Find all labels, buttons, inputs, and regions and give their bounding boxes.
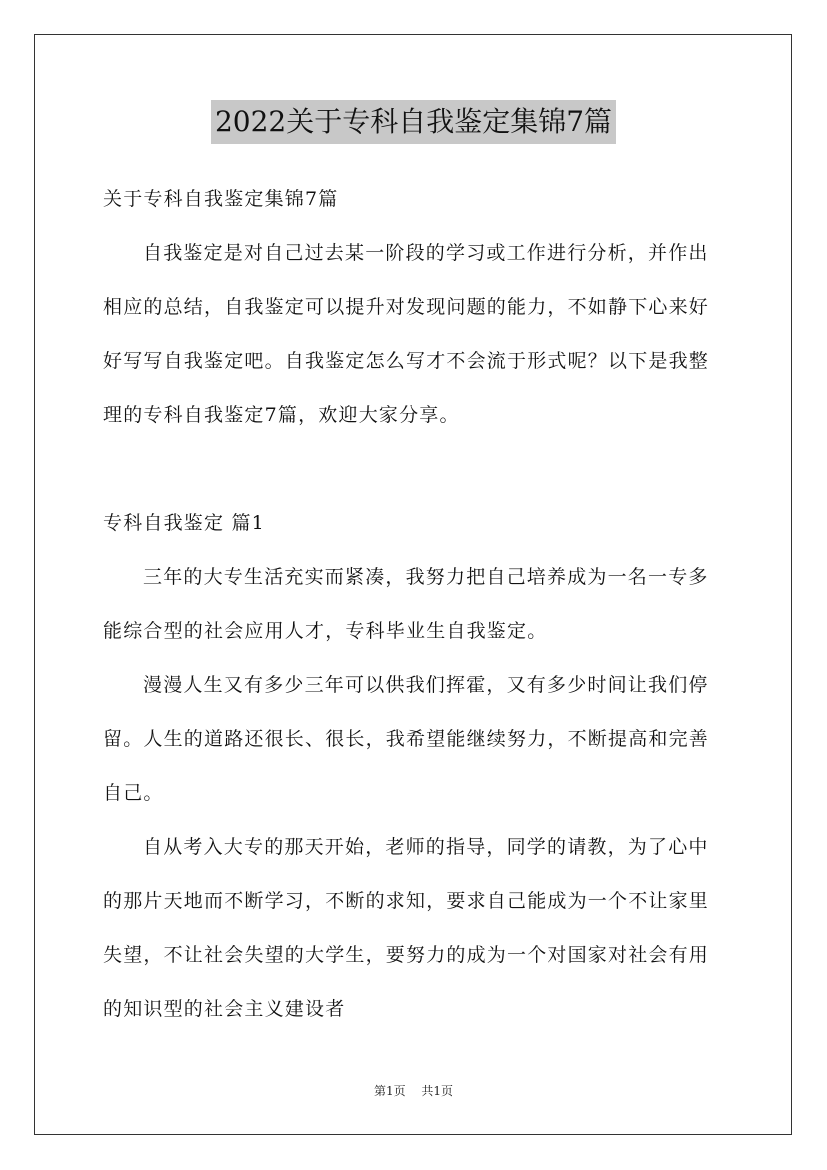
paragraph-line: 三年的大专生活充实而紧凑，我努力把自己培养成为一名一专多 [143,566,709,588]
paragraph-gap [103,442,725,496]
paragraph-line: 的那片天地而不断学习，不断的求知，要求自己能成为一个不让家里 [103,890,710,912]
paragraph-2 [103,658,725,820]
paragraph-line: 留。人生的道路还很长、很长，我希望能继续努力，不断提高和完善 [103,728,710,750]
page-footer [0,1082,827,1099]
title-container [0,100,827,144]
intro-line: 自我鉴定是对自己过去某一阶段的学习或工作进行分析，并作出 [143,242,709,264]
intro-line: 理的专科自我鉴定7篇，欢迎大家分享。 [103,404,460,426]
paragraph-1 [103,550,725,658]
paragraph-3 [103,820,725,1036]
section-heading: 专科自我鉴定 篇1 [103,512,265,534]
intro-line: 相应的总结，自我鉴定可以提升对发现问题的能力，不如静下心来好 [103,296,710,318]
paragraph-line: 漫漫人生又有多少三年可以供我们挥霍，又有多少时间让我们停 [143,674,709,696]
paragraph-line: 的知识型的社会主义建设者 [103,998,346,1020]
paragraph-line: 自己。 [103,782,164,804]
paragraph-line: 能综合型的社会应用人才，专科毕业生自我鉴定。 [103,620,548,642]
page-number: 第1页 [373,1084,406,1098]
document-title: 2022关于专科自我鉴定集锦7篇 [211,100,616,144]
intro-line: 好写写自我鉴定吧。自我鉴定怎么写才不会流于形式呢？以下是我整 [103,350,710,372]
page-total: 共1页 [421,1084,454,1098]
document-body [103,172,725,1036]
intro-paragraph [103,226,725,442]
paragraph-line: 失望，不让社会失望的大学生，要努力的成为一个对国家对社会有用 [103,944,710,966]
paragraph-line: 自从考入大专的那天开始，老师的指导，同学的请教，为了心中 [143,836,709,858]
document-subtitle: 关于专科自我鉴定集锦7篇 [103,188,339,210]
